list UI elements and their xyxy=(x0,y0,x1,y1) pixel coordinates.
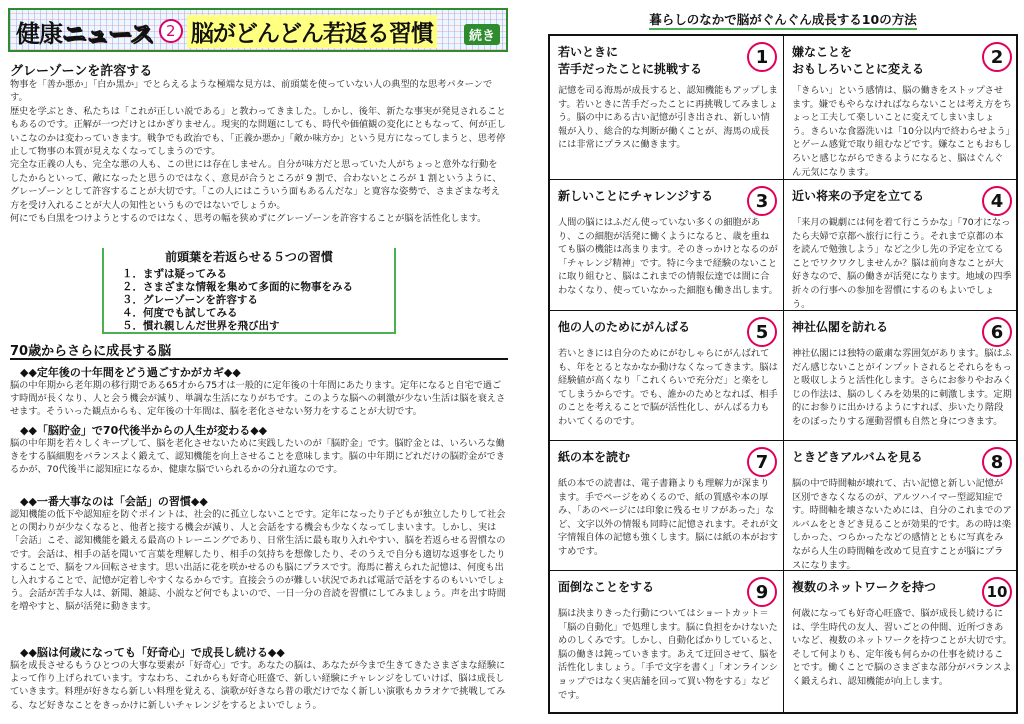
page-title xyxy=(14,14,155,49)
list-item: ２．さまざまな情報を集めて多面的に物事をみる xyxy=(122,281,353,293)
card-text: 何歳になっても好奇心旺盛で、脳が成長し続けるには、学生時代の友人、習いごとの仲間、近所づきあいなど、複数のネットワークを持つことが大切です。そして何よりも、定年後も何らかの仕事を続けることです。働くことで脳のさまざまな部分がバランスよく鍛えられ、認知機能が向上します。 xyxy=(792,608,1012,687)
card-heading: 紙の本を読む xyxy=(558,450,631,464)
card-number-badge: 10 xyxy=(982,577,1012,607)
card-heading: 神社仏閣を訪れる xyxy=(792,320,889,334)
card-number-badge: 2 xyxy=(982,42,1012,72)
card-heading: 複数のネットワークを持つ xyxy=(792,580,937,594)
method-card-5 xyxy=(550,311,784,441)
card-heading: 他の人のためにがんばる xyxy=(558,320,691,334)
card-text: 「来月の観劇には何を着て行こうかな」「70才になったら夫婦で京都へ旅行に行こう。それまで京都の本を読んで勉強しよう」など之少し先の予定を立てることでワクワクしませんか？脳は前向きなことが大好きなので、脳の働きが活発になります。地域の四季折々の行事への参加を習慣にするのもよいでしょう。 xyxy=(792,217,1012,310)
five-habits-list xyxy=(122,268,353,333)
subsection-heading: ◆◆定年後の十年間をどう過ごすかがカギ◆◆ xyxy=(20,366,241,379)
paragraph: 物事を「善か悪か」「白か黒か」でとらえるような極端な見方は、前頭葉を使っていない人の典型的な思考パターンです。 xyxy=(10,79,493,104)
method-card-7 xyxy=(550,441,784,571)
card-number-badge: 8 xyxy=(982,447,1012,477)
method-card-2 xyxy=(784,36,1018,180)
page-subtitle: 脳がどんどん若返る習慣 xyxy=(187,15,437,48)
card-text: 紙の本での読書は、電子書籍よりも理解力が深まります。手でページをめくるので、紙の質感や本の厚み、「あのページには印象に残るセリフがあった」など、文字以外の情報も同時に記憶されます。それが文字情報自体の記憶も強くします。脳には紙の本がおすすめです。 xyxy=(558,478,778,557)
method-card-1 xyxy=(550,36,784,180)
title-banner xyxy=(8,8,508,52)
card-text: 脳の中で時間軸が壊れて、古い記憶と新しい記憶が区別できなくなるのが、アルツハイマー型認知症です。時間軸を壊さないためには、自分のこれまでのアルバムをときどき見ることが効果的です。あの時は楽しかった、つらかったなどの感情とともに写真をみながら人生の時間軸を改めて見直すことが脳にプラスになります。 xyxy=(792,478,1012,571)
subsection-text: 脳の中年期を若々しくキープして、脳を老化させないために実践したいのが「脳貯金」です。脳貯金とは、いろいろな働きをする脳細胞をバランスよく鍛えて、認知機能を向上させることを意味します。脳の中年期にどれだけの脳貯金ができるかが、70代後半に認知症になるか、健康な脳でいられるかの分れ道なのです。 xyxy=(10,438,505,476)
card-text: 神社仏閣には独特の厳粛な雰囲気があります。脳はふだん感じないことがインプットされるとそれらをもっと吸収しようと活性化します。さらにお参りやおみくじの作法は、脳のしくみを効果的に刺激します。定期的にお参りに出かけるようにすれば、歩いたり階段をのぼったりする運動習慣も自然と身につきます。 xyxy=(792,348,1012,427)
card-text: 脳は決まりきった行動についてはショートカット＝「脳の自動化」で処理します。脳に負担をかけないためのしくみです。しかし、自動化ばかりしていると、脳の働きは鈍っていきます。あえて迂回させて、脳を活性化しましょう。「手で文字を書く」「オンラインショップではなく実店舗を回って買い物をする」などです。 xyxy=(558,608,778,701)
ten-methods-grid xyxy=(548,34,1018,714)
card-number-badge: 6 xyxy=(982,317,1012,347)
subsection-text: 認知機能の低下や認知症を防ぐポイントは、社会的に孤立しないことです。定年になったり子どもが独立したりして社会との関わりが少なくなると、他者と接する機会が減り、人と会話をする機会も少なくなってしまいます。しかし、実は「会話」こそ、認知機能を鍛える最高のトレーニングであり、日常生活に最も取り入れやすい、脳を若返らせる習慣なのです。会話は、相手の話を聞いて言葉を理解したり、相手の気持ちを想像したり、そのうえで自分も適切な返事をしたりすることで、脳をフル回転させます。思い出話に花を咲かせるのも脳にプラスです。海馬に蓄えられた記憶は、何度も出し入れすることで、記憶が定着しやすくなるからです。直接会うのが難しい状況であれば電話で話をするのもいいでしょう。会話が苦手な人は、新聞、雑誌、小説など何でもよいので、一日一分の音読を習慣にしてみましょう。声を出す時間を増やすと、脳が活発に動きます。 xyxy=(10,509,506,613)
card-heading: 近い将来の予定を立てる xyxy=(792,189,925,203)
list-item: ３．グレーゾーンを許容する xyxy=(122,294,258,306)
method-card-4 xyxy=(784,180,1018,311)
title-kanji: 健康 xyxy=(16,19,62,48)
card-text: 記憶を司る海馬が成長すると、認知機能もアップします。若いときに苦手だったことに再挑戦してみましょう。脳の中にある古い記憶が引き出され、新しい情報が入り、総合的な判断が働くことが、海馬の成長には非常にプラスに働きます。 xyxy=(558,85,778,151)
method-card-6 xyxy=(784,311,1018,441)
method-card-9 xyxy=(550,571,784,712)
ten-methods-title-text: 暮らしのなかで脳がぐんぐん成長する10の方法 xyxy=(649,12,916,30)
card-number-badge: 9 xyxy=(747,577,777,607)
method-card-10 xyxy=(784,571,1018,712)
continued-label: 続き xyxy=(464,24,500,45)
left-column xyxy=(8,8,510,716)
card-heading: 新しいことにチャレンジする xyxy=(558,189,714,203)
gray-zone-text xyxy=(10,78,506,225)
card-heading: 面倒なことをする xyxy=(558,580,655,594)
list-item: １．まずは疑ってみる xyxy=(122,268,227,280)
subsection-text: 脳を成長させるもうひとつの大事な要素が「好奇心」です。あなたの脳は、あなたが今まで生きてきたさまざまな経験によって作り上げられています。すなわち、これからも好奇心旺盛で、新しい経験にチャレンジをしていけば、脳は成長していきます。料理が好きなら新しい料理を覚える、演歌が好きなら普の歌だけでなく新しい演歌もカラオケで挑戦してみる、など好きなことをきっかけに新しいチャレンジをするとよいでしょう。 xyxy=(10,660,506,711)
title-news: ニュース xyxy=(62,19,153,48)
subsection-heading: ◆◆一番大事なのは「会話」の習慣◆◆ xyxy=(20,495,208,508)
paragraph: 歴史を学ぶとき、私たちは「これが正しい説である」と教わってきました。しかし、後年、新たな事実が発見されることもあるのです。正解が一つだけとはかぎりません。現実的な問題にしても、時代や価値観の変化にともなって、何が正しいこなのかは変わっていきます。戦争でも政治でも、「正義か悪か」「敵か味方か」という見方になってしまうと、思考停止して物事の本質が見えなくなってしまうのです。 xyxy=(10,105,506,158)
paragraph: 何にでも白黒をつけようとするのではなく、思考の幅を狭めずにグレーゾーンを許容することが脳を活性化します。 xyxy=(10,213,487,225)
paragraph: 完全な正義の人も、完全な悪の人も、この世には存在しません。自分が味方だと思っていた人がちょっと意外な行動をしたからといって、敵になったと思うのではなく、意見が合うところが 9 割で、合わないところが 1 割というように、グレーゾーンとして許容することが大切です。「この人にはこういう面もあるんだな」と寛容な姿勢で、さまざまな考え方を受け入れることが大人の知性というものではないでしょうか。 xyxy=(10,159,502,211)
ten-methods-title xyxy=(548,10,1018,28)
title-number-badge: 2 xyxy=(159,19,183,43)
card-heading: ときどきアルバムを見る xyxy=(792,450,923,464)
list-item: ５．慣れ親しんだ世界を飛び出す xyxy=(122,320,280,332)
five-habits-title: 前頭葉を若返らせる５つの習慣 xyxy=(104,248,394,265)
card-text: 人間の脳にはふだん使っていない多くの細胞があり、この細胞が活発に働くようになると、歳を重ねても脳の機能は高まります。そのきっかけとなるのが「チャレンジ精神」です。特に今まで経験のないことに取り組むと、脳はこれまでの情報伝達では間に合わなくなり、使っていなかった細胞も働き出します。 xyxy=(558,217,778,296)
subsection-text: 脳の中年期から老年期の移行期である65才から75才は一般的に定年後の十年間にあたります。定年になると自宅で過ごす時間が長くなり、人と会う機会が減り、単調な生活になりがちです。このような脳への刺激が少ない生活は脳を衰えさせます。そういった観点からも、定年後の十年間は、脳を老化させない努力をすることが大切です。 xyxy=(10,380,506,418)
card-number-badge: 4 xyxy=(982,186,1012,216)
card-number-badge: 5 xyxy=(747,317,777,347)
card-heading: 嫌なことを おもしろいことに変える xyxy=(792,45,925,76)
gray-zone-heading: グレーゾーンを許容する xyxy=(10,64,153,79)
card-text: 「きらい」という感情は、脳の働きをストップさせます。嫌でもやらなければならないことは考え方をちょっと工夫して楽しいことに変えてしまいましょう。きらいな食器洗いは「10分以内で終わらせよう」とゲーム感覚で取り組むなどです。嫌なこともおもしろいと感じながらできるようになると、脳はぐんぐん元気になります。 xyxy=(792,85,1012,178)
subsection-heading: ◆◆脳は何歳になっても「好奇心」で成長し続ける◆◆ xyxy=(20,646,285,659)
title-inner xyxy=(14,14,437,48)
card-text: 若いときには自分のためにがむしゃらにがんばれても、年をとるとなかなか動けなくなってきます。脳は経験値が高くなり「これくらいで充分だ」と楽をしてしまうからです。でも、誰かのためとなれば、相手のことを考えることで脳が活性化し、がんばる力もわいてくるのです。 xyxy=(558,348,778,427)
list-item: ４．何度でも試してみる xyxy=(122,307,238,319)
section-70-heading: 70歳からさらに成長する脳 xyxy=(10,340,508,360)
subsection-heading: ◆◆「脳貯金」で70代後半からの人生が変わる◆◆ xyxy=(20,424,268,437)
card-number-badge: 1 xyxy=(747,42,777,72)
five-habits-box xyxy=(102,248,396,334)
card-number-badge: 3 xyxy=(747,186,777,216)
method-card-3 xyxy=(550,180,784,311)
card-heading: 若いときに 苦手だったことに挑戦する xyxy=(558,45,703,76)
card-number-badge: 7 xyxy=(747,447,777,477)
method-card-8 xyxy=(784,441,1018,571)
